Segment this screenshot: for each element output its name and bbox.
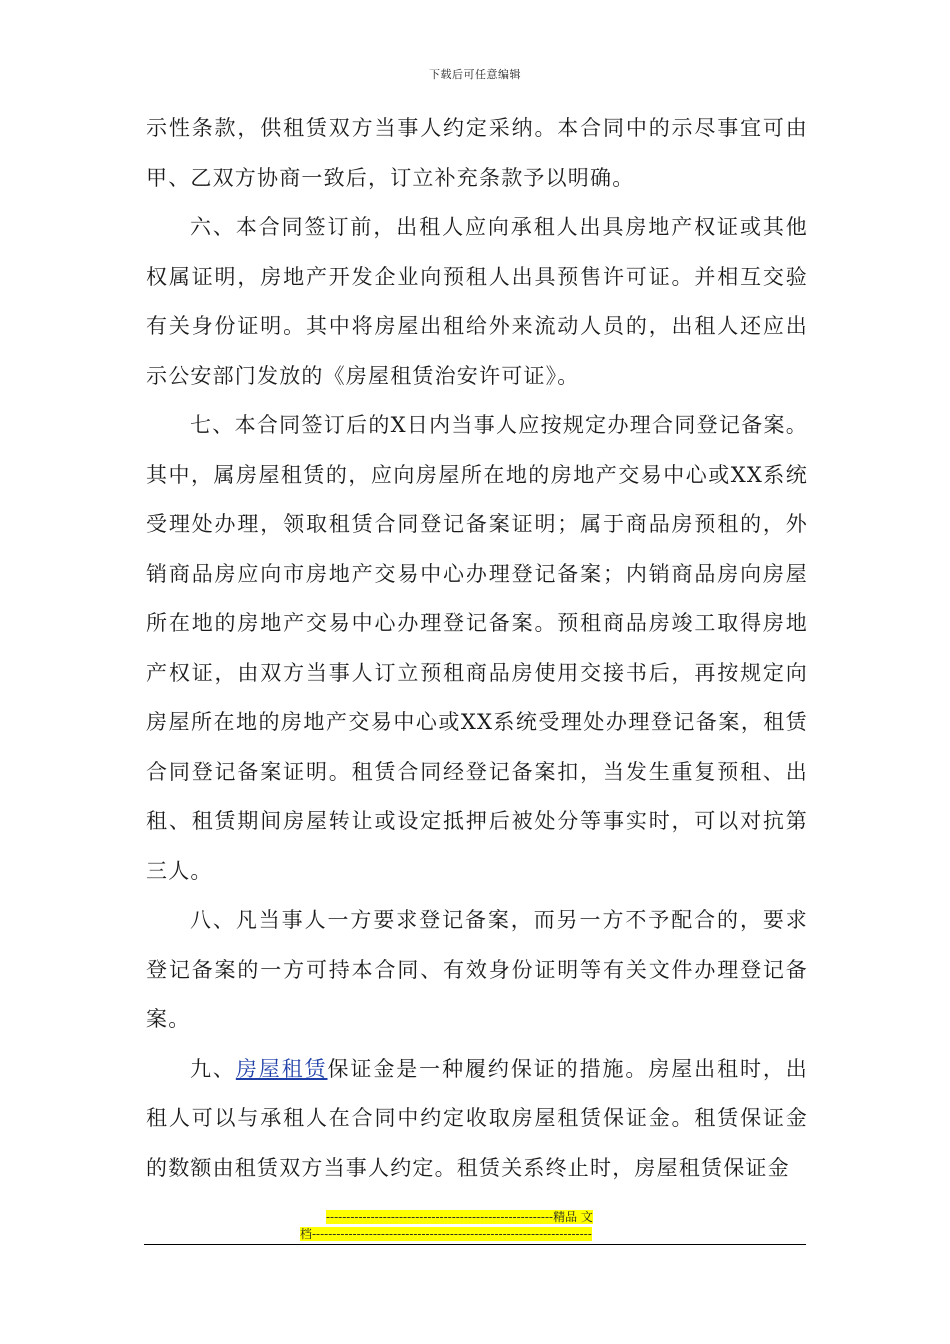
- paragraph-continuation: 示性条款，供租赁双方当事人约定采纳。本合同中的示尽事宜可由甲、乙双方协商一致后，订立补充条款予以明确。: [146, 116, 808, 190]
- footer-watermark-text-1: --------------------------------------------------------精品 文: [326, 1210, 593, 1224]
- clause-9-text: 保证金是一种履约保证的措施。房屋出租时，出租人可以与承租人在合同中约定收取房屋租赁保证金。租赁保证金的数额由租赁双方当事人约定。租赁关系终止时，房屋租赁保证金: [146, 1056, 809, 1180]
- footer-line-2: [300, 1226, 592, 1243]
- footer-watermark-text-2: 档---------------------------------------------------------------------: [300, 1227, 592, 1241]
- footer-line-1: [326, 1209, 593, 1226]
- page-header: 下载后可任意编辑: [429, 68, 521, 81]
- footer-divider: [144, 1244, 806, 1245]
- house-rental-link[interactable]: 房屋租赁: [235, 1056, 328, 1081]
- clause-9-prefix: 九、: [190, 1056, 236, 1081]
- paragraph-clause-6: 六、本合同签订前，出租人应向承租人出具房地产权证或其他权属证明，房地产开发企业向预租人出具预售许可证。并相互交验有关身份证明。其中将房屋出租给外来流动人员的，出租人还应出示公安部门发放的《房屋租赁治安许可证》。: [146, 215, 808, 388]
- paragraph-clause-8: 八、凡当事人一方要求登记备案，而另一方不予配合的，要求登记备案的一方可持本合同、有效身份证明等有关文件办理登记备案。: [146, 908, 808, 1031]
- document-body: [146, 104, 808, 1193]
- paragraph-clause-7: 七、本合同签订后的X日内当事人应按规定办理合同登记备案。其中，属房屋租赁的，应向房屋所在地的房地产交易中心或XX系统受理处办理，领取租赁合同登记备案证明；属于商品房预租的，外销商品房应向市房地产交易中心办理登记备案；内销商品房向房屋所在地的房地产交易中心办理登记备案。预租商品房竣工取得房地产权证，由双方当事人订立预租商品房使用交接书后，再按规定向房屋所在地的房地产交易中心或XX系统受理处办理登记备案，租赁合同登记备案证明。租赁合同经登记备案扣，当发生重复预租、出租、租赁期间房屋转让或设定抵押后被处分等事实时，可以对抗第三人。: [146, 413, 808, 883]
- paragraph-clause-9: [146, 1045, 808, 1194]
